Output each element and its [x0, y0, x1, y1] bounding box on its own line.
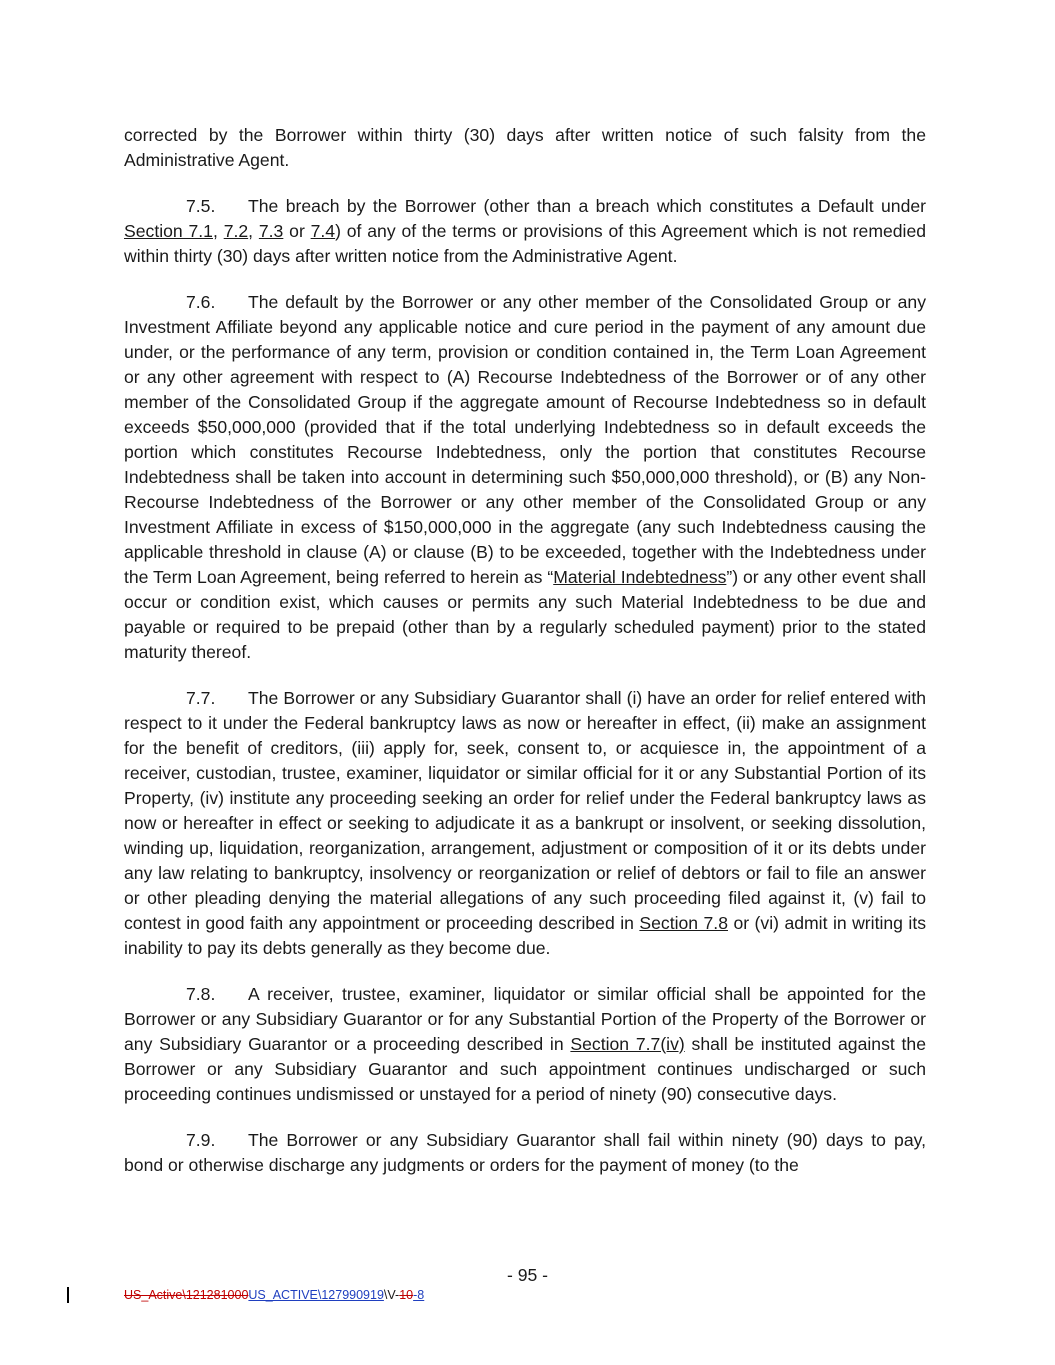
separator: ,	[212, 221, 224, 241]
defined-term: Material Indebtedness	[553, 567, 727, 587]
section-text: shall be instituted against the Borrower or any Subsidiary Guarantor and such appointment continues undischarged or such proceeding continues undismissed or unstayed for a period of ninety (90) consecutive days.	[124, 1034, 926, 1104]
section-text: The default by the Borrower or any other member of the Consolidated Group or any Investment Affiliate beyond any applicable notice and cure period in the payment of any amount due under, or the performance of any term, provision or condition contained in, the Term Loan Agreement or any other agreement with respect to (A) Recourse Indebtedness of the Borrower or of any other member of the Consolidated Group if the aggregate amount of Recourse Indebtedness so in default exceeds $50,000,000 (provided that if the total underlying Indebtedness so in default exceeds the portion which constitutes Recourse Indebtedness, only the portion that constitutes Recourse Indebtedness shall be taken into account in determining such $50,000,000 threshold), or (B) any Non-Recourse Indebtedness of the Borrower or any other member of the Consolidated Group or any Investment Affiliate in excess of $150,000,000 in the aggregate (any such Indebtedness causing the applicable threshold in clause (A) or clause (B) to be exceeded, together with the Indebtedness under the Term Loan Agreement, being referred to herein as “	[124, 292, 926, 587]
section-7-5	[124, 194, 926, 269]
section-text: The Borrower or any Subsidiary Guarantor shall (i) have an order for relief entered with respect to it under the Federal bankruptcy laws as now or hereafter in effect, (ii) make an assignment for the benefit of creditors, (iii) apply for, seek, consent to, or acquiesce in, the appointment of a receiver, custodian, trustee, examiner, liquidator or similar official for it or any Substantial Portion of its Property, (iv) institute any proceeding seeking an order for relief under the Federal bankruptcy laws as now or hereafter in effect or seeking to adjudicate it as a bankrupt or insolvent, or seeking dissolution, winding up, liquidation, reorganization, arrangement, adjustment or composition of it or its debts under any law relating to bankruptcy, insolvency or reorganization or relief of debtors or fail to file an answer or other pleading denying the material allegations of any such proceeding filed against it, (v) fail to contest in good faith any appointment or proceeding described in	[124, 688, 926, 933]
separator: ,	[248, 221, 259, 241]
section-text: The Borrower or any Subsidiary Guarantor shall fail within ninety (90) days to pay, bond or otherwise discharge any judgments or orders for the payment of money (to the	[124, 1130, 926, 1175]
cross-reference-link[interactable]: Section 7.8	[639, 913, 728, 933]
section-7-7	[124, 686, 926, 961]
deleted-version: 10	[399, 1288, 414, 1302]
carryover-text: corrected by the Borrower within thirty (30) days after written notice of such falsity from the Administrative Agent.	[124, 125, 926, 170]
section-7-9	[124, 1128, 926, 1178]
page-number: - 95 -	[506, 1265, 549, 1285]
section-text: or (vi) admit in writing its inability to pay its debts generally as they become due.	[124, 913, 927, 958]
section-number: 7.7.	[186, 688, 216, 708]
cross-reference-link[interactable]: 7.2	[223, 221, 249, 241]
cross-reference-link[interactable]: 7.3	[258, 221, 284, 241]
document-body	[124, 123, 926, 1178]
section-number: 7.8.	[186, 984, 216, 1004]
section-text: ”) or any other event shall occur or condition exist, which causes or permits any such Material Indebtedness to be due and payable or required to be prepaid (other than by a regularly scheduled payment) prior to the stated maturity thereof.	[124, 567, 926, 662]
cross-reference-link[interactable]: 7.4	[310, 221, 336, 241]
separator: or	[283, 221, 311, 241]
deleted-document-id: US_Active\121281000	[124, 1288, 249, 1302]
section-7-8	[124, 982, 926, 1107]
section-number: 7.9.	[186, 1130, 216, 1150]
change-bar	[67, 1287, 69, 1303]
section-text: A receiver, trustee, examiner, liquidator or similar official shall be appointed for the Borrower or any Subsidiary Guarantor or for any Substantial Portion of the Property of the Borrower or any Subsidiary Guarantor or a proceeding described in	[124, 984, 926, 1054]
section-7-6	[124, 290, 926, 665]
inserted-document-id: US_ACTIVE\127990919	[248, 1288, 384, 1302]
document-id-footer	[124, 1287, 424, 1303]
inserted-version: -8	[413, 1288, 425, 1302]
cross-reference-link[interactable]: Section 7.1	[124, 221, 213, 241]
cross-reference-link[interactable]: Section 7.7(iv)	[570, 1034, 685, 1054]
section-text: ) of any of the terms or provisions of this Agreement which is not remedied within thirty (30) days after written notice from the Administrative Agent.	[124, 221, 927, 266]
section-number: 7.6.	[186, 292, 216, 312]
paragraph-carryover	[124, 123, 926, 173]
section-text: The breach by the Borrower (other than a breach which constitutes a Default under	[248, 196, 926, 216]
section-number: 7.5.	[186, 196, 216, 216]
version-prefix: \V-	[383, 1288, 400, 1302]
